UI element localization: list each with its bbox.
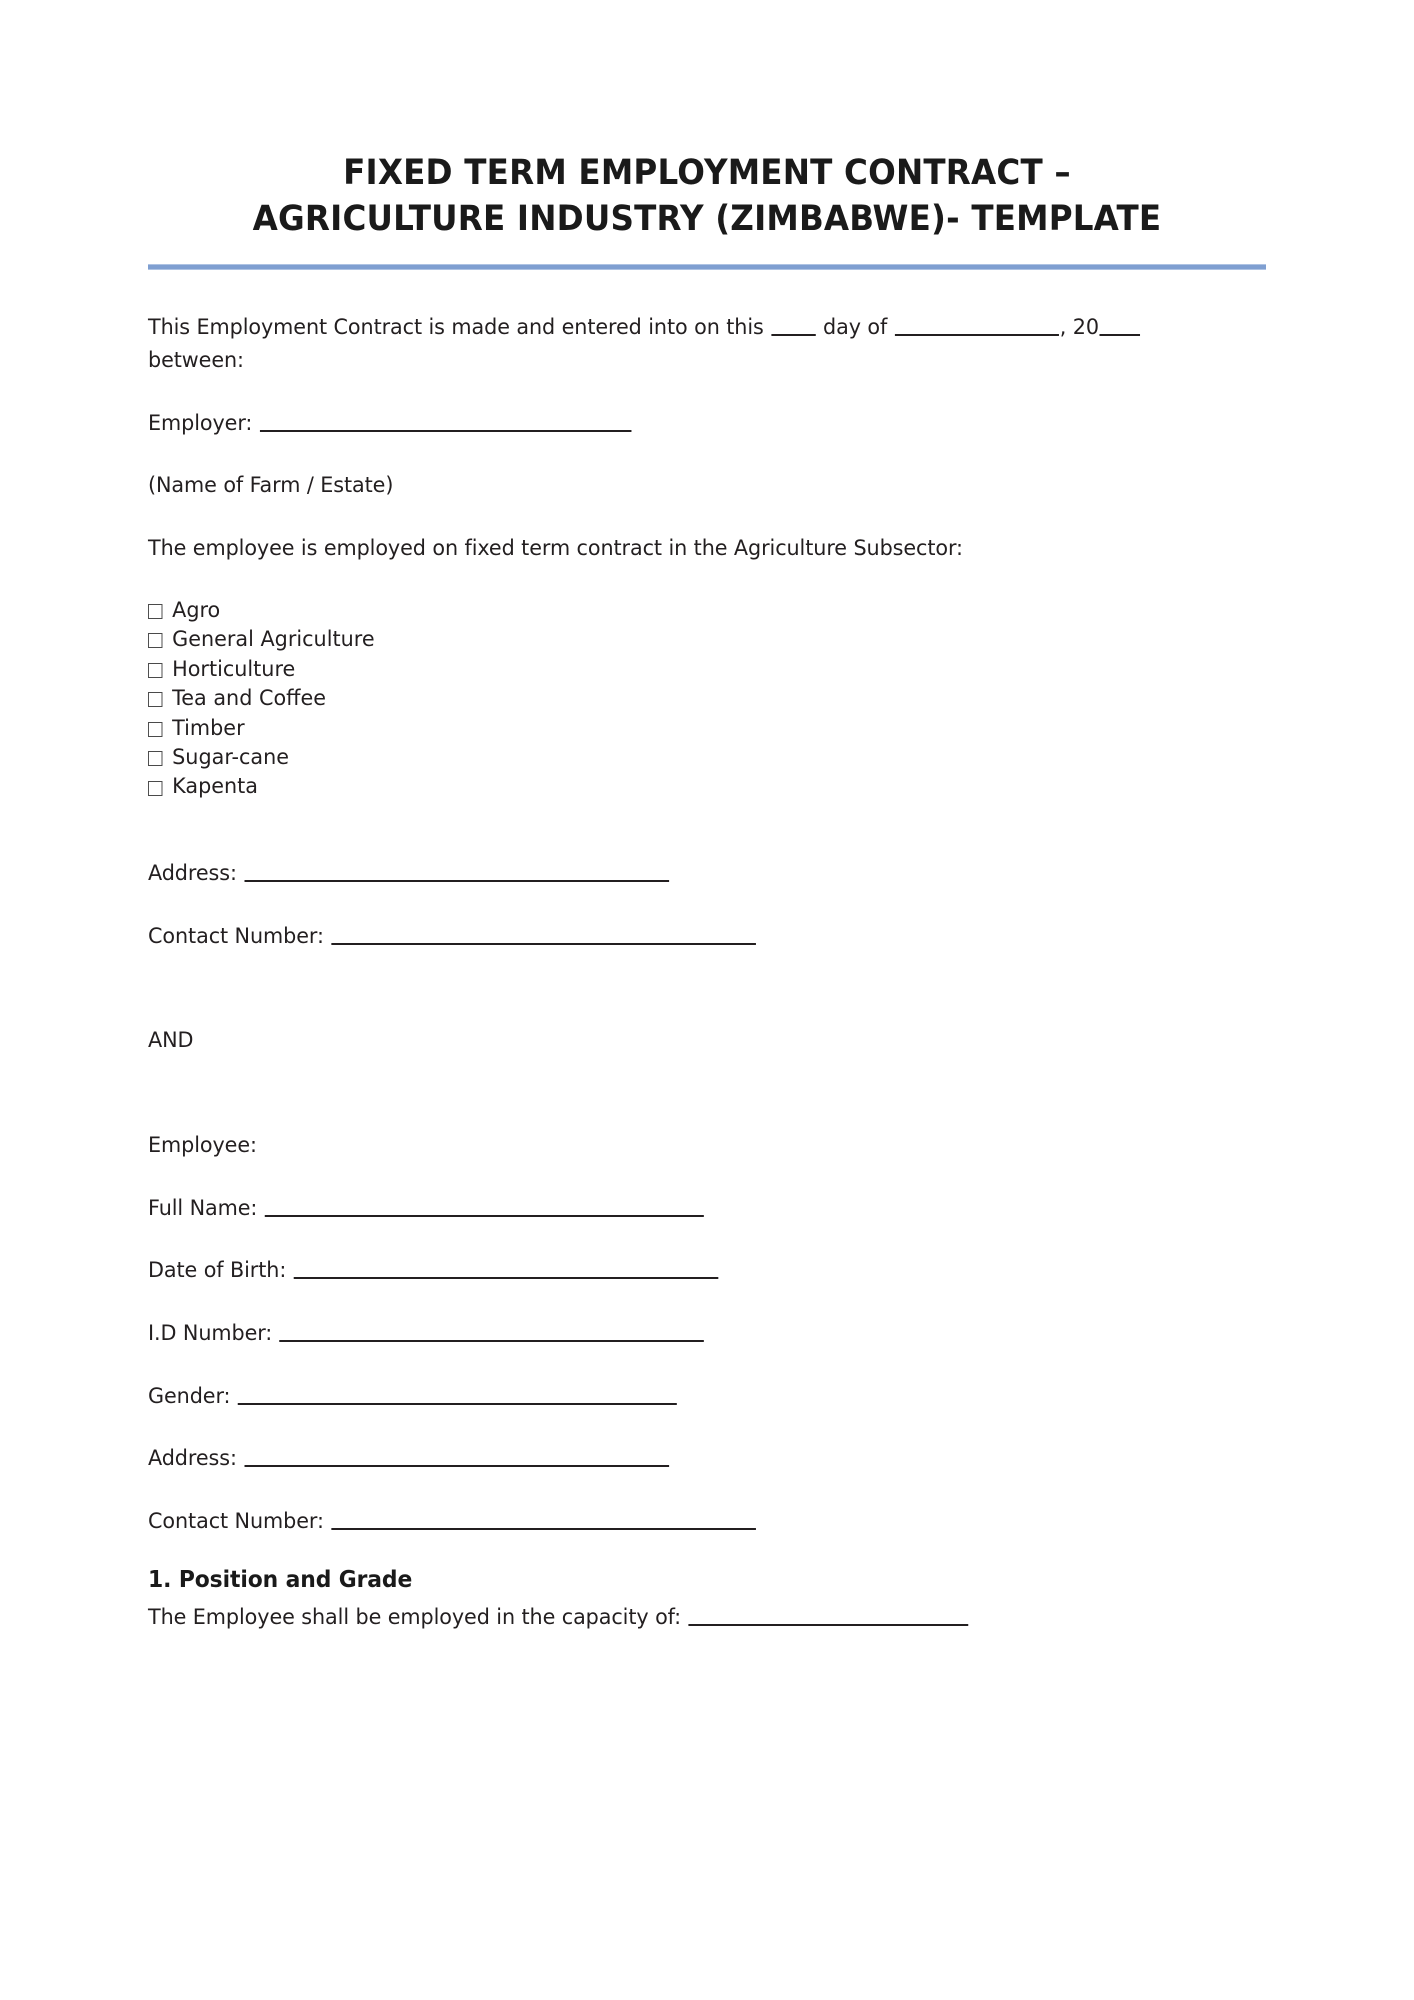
employee-contact-line bbox=[148, 1506, 1227, 1539]
subsector-option-label: Sugar-cane bbox=[172, 745, 290, 770]
subsector-option-label: Kapenta bbox=[172, 774, 259, 800]
employer-line bbox=[148, 408, 1227, 441]
employer-contact-blank[interactable] bbox=[331, 922, 756, 944]
employer-label: Employer: bbox=[148, 410, 253, 436]
employee-address-line bbox=[148, 1443, 1227, 1476]
employee-contact-label: Contact Number: bbox=[148, 1508, 324, 1534]
employee-full-name-label: Full Name: bbox=[148, 1195, 258, 1221]
employer-contact-label: Contact Number: bbox=[148, 923, 324, 949]
checkbox-icon[interactable] bbox=[148, 604, 162, 619]
intro-paragraph bbox=[148, 312, 1227, 377]
employee-dob-label: Date of Birth: bbox=[148, 1258, 287, 1284]
employee-id-line bbox=[148, 1318, 1227, 1351]
intro-year-blank[interactable] bbox=[1100, 314, 1141, 336]
subsector-intro: The employee is employed on fixed term contract in the Agriculture Subsector: bbox=[148, 536, 963, 562]
employee-dob-line bbox=[148, 1255, 1227, 1288]
employee-full-name-blank[interactable] bbox=[265, 1194, 704, 1216]
title-line-2: AGRICULTURE INDUSTRY (ZIMBABWE)- TEMPLATE bbox=[252, 199, 1162, 240]
employee-id-label: I.D Number: bbox=[148, 1320, 273, 1346]
subsector-option-label: Agro bbox=[172, 597, 221, 623]
intro-text-1: This Employment Contract is made and entered into on this bbox=[148, 315, 764, 341]
employee-dob-blank[interactable] bbox=[294, 1257, 719, 1279]
section-1-text-line bbox=[148, 1602, 1227, 1635]
document-body bbox=[148, 312, 1266, 1634]
employee-address-blank[interactable] bbox=[244, 1445, 669, 1467]
employee-heading: Employee: bbox=[148, 1132, 257, 1158]
section-1-text: The Employee shall be employed in the capacity of: bbox=[148, 1604, 682, 1630]
intro-month-blank[interactable] bbox=[895, 314, 1059, 336]
section-1-capacity-blank[interactable] bbox=[689, 1603, 969, 1625]
employer-address-label: Address: bbox=[148, 860, 237, 886]
subsector-option-label: General Agriculture bbox=[172, 627, 375, 653]
list-item[interactable] bbox=[148, 714, 1227, 743]
intro-text-4: between: bbox=[148, 348, 244, 374]
checkbox-icon[interactable] bbox=[148, 722, 162, 737]
employee-address-label: Address: bbox=[148, 1446, 237, 1472]
list-item[interactable] bbox=[148, 743, 1227, 772]
checkbox-icon[interactable] bbox=[148, 692, 162, 707]
employer-address-line bbox=[148, 858, 1227, 891]
checkbox-icon[interactable] bbox=[148, 663, 162, 678]
page-title bbox=[187, 0, 1227, 242]
spacer bbox=[148, 802, 1266, 858]
title-line-1: FIXED TERM EMPLOYMENT CONTRACT – bbox=[343, 153, 1071, 193]
intro-day-blank[interactable] bbox=[771, 314, 815, 336]
employee-id-blank[interactable] bbox=[280, 1320, 705, 1342]
subsector-option-label: Horticulture bbox=[172, 656, 296, 682]
subsector-options-list bbox=[148, 596, 1266, 802]
employee-gender-label: Gender: bbox=[148, 1383, 231, 1409]
employee-gender-line bbox=[148, 1381, 1227, 1414]
employer-note: (Name of Farm / Estate) bbox=[148, 473, 394, 499]
intro-text-2: day of bbox=[823, 315, 888, 341]
checkbox-icon[interactable] bbox=[148, 781, 162, 796]
employer-address-blank[interactable] bbox=[244, 859, 669, 881]
list-item[interactable] bbox=[148, 655, 1227, 684]
list-item[interactable] bbox=[148, 684, 1227, 713]
list-item[interactable] bbox=[148, 596, 1227, 625]
list-item[interactable] bbox=[148, 625, 1227, 654]
employee-gender-blank[interactable] bbox=[238, 1382, 677, 1404]
checkbox-icon[interactable] bbox=[148, 633, 162, 648]
checkbox-icon[interactable] bbox=[148, 751, 162, 766]
spacer bbox=[148, 983, 1266, 1025]
employer-contact-line bbox=[148, 921, 1227, 954]
employer-blank[interactable] bbox=[260, 409, 632, 431]
employee-full-name-line bbox=[148, 1193, 1227, 1226]
subsector-option-label: Timber bbox=[172, 715, 245, 741]
title-divider bbox=[148, 264, 1266, 270]
employee-contact-blank[interactable] bbox=[331, 1508, 756, 1530]
spacer bbox=[148, 1088, 1266, 1130]
subsector-option-label: Tea and Coffee bbox=[172, 686, 326, 712]
conjunction-and: AND bbox=[148, 1028, 194, 1054]
section-1-heading: 1. Position and Grade bbox=[148, 1566, 413, 1593]
intro-text-3: , 20 bbox=[1059, 315, 1099, 341]
list-item[interactable] bbox=[148, 772, 1227, 801]
